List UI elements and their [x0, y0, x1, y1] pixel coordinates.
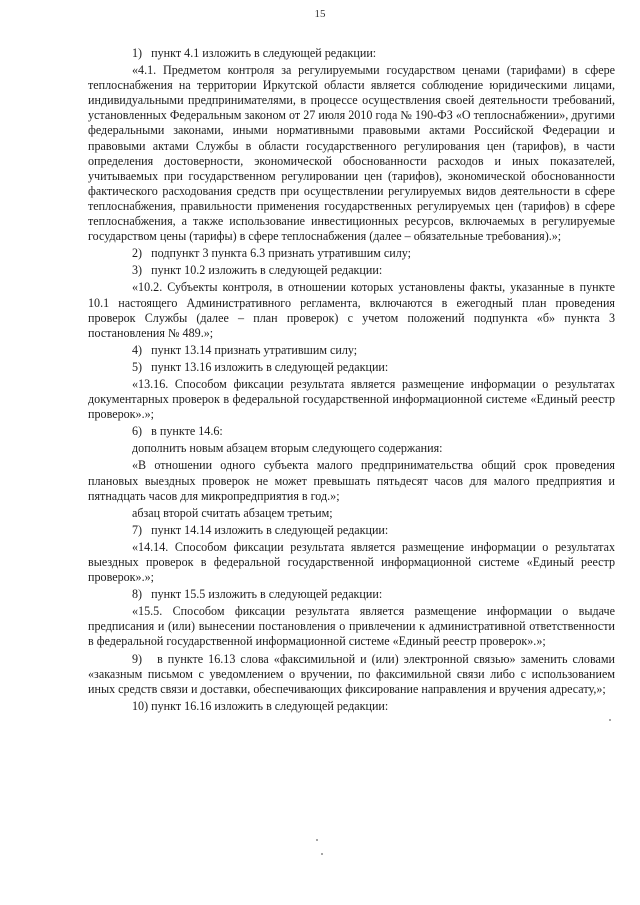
paragraph-item-1: 1) пункт 4.1 изложить в следующей редакции:	[132, 46, 377, 60]
paragraph-item-3: 3) пункт 10.2 изложить в следующей редакции:	[132, 263, 383, 278]
paragraph-item-10: 10) пункт 16.16 изложить в следующей редакции:	[132, 698, 389, 713]
scan-speck	[609, 719, 611, 721]
paragraph-item-7: 7) пункт 14.14 изложить в следующей редакции:	[132, 522, 389, 537]
paragraph-item-6: 6) в пункте 14.6:	[132, 424, 223, 439]
paragraph-item-9: 9) в пункте 16.13 слова «факсимильной и (или) электронной связью» заменить словами «заказным письмом с уведомлением о вручении, по факсимильной связи либо с использованием иных средств связи и доставки, обеспечивающих фиксирование направления и вручения адресату,»;	[88, 651, 615, 696]
paragraph-quote-14-14: «14.14. Способом фиксации результата является размещение информации о результатах выездных проверок в федеральной государственной информационной системе «Единый реестр проверок».»;	[88, 539, 615, 585]
paragraph-quote-15-5: «15.5. Способом фиксации результата является размещение информации о выдаче предписания и (или) вынесении постановления о привлечении к административной ответственности в федеральной государственной информационной системе «Единый реестр проверок».»;	[88, 604, 615, 649]
paragraph-quote-14-6: «В отношении одного субъекта малого предпринимательства общий срок проведения плановых выездных проверок не может превышать пятьдесят часов для малого предприятия и пятнадцать часов для микропредприятия в год.»;	[88, 458, 615, 503]
paragraph-instruction-add: дополнить новым абзацем вторым следующего содержания:	[132, 441, 443, 456]
document-body	[88, 46, 615, 716]
paragraph-item-2: 2) подпункт 3 пункта 6.3 признать утратившим силу;	[132, 246, 411, 261]
paragraph-item-4: 4) пункт 13.14 признать утратившим силу;	[132, 342, 358, 357]
paragraph-quote-13-16: «13.16. Способом фиксации результата является размещение информации о результатах документарных проверок в федеральной государственной информационной системе «Единый реестр проверок».»;	[88, 376, 615, 422]
scan-speck	[321, 853, 323, 855]
scan-speck	[316, 839, 318, 841]
paragraph-item-8: 8) пункт 15.5 изложить в следующей редакции:	[132, 587, 383, 602]
page-number: 15	[314, 8, 326, 20]
paragraph-item-5: 5) пункт 13.16 изложить в следующей редакции:	[132, 359, 389, 374]
paragraph-instruction-renumber: абзац второй считать абзацем третьим;	[132, 505, 333, 520]
paragraph-quote-10-2: «10.2. Субъекты контроля, в отношении которых установлены факты, указанные в пункте 10.1 настоящего Административного регламента, включаются в ежегодный план проведения проверок Службы (далее – план проверок) с учетом положений подпункта «б» пункта 3 постановления № 489.»;	[88, 280, 615, 340]
paragraph-quote-4-1: «4.1. Предметом контроля за регулируемыми государством ценами (тарифами) в сфере теплоснабжения на территории Иркутской области является соблюдение юридическими лицами, индивидуальными предпринимателями, в процессе осуществления своей деятельности требований, установленных Федеральным законом от 27 июля 2010 года № 190-ФЗ «О теплоснабжении», другими федеральными законами, иными нормативными правовыми актами Российской Федерации и правовыми актами Службы в области государственного регулирования цен (тарифов), в части определения достоверности, экономической обоснованности расходов и иных показателей, учитываемых при государственном регулировании цен (тарифов), экономической обоснованности фактического расходования средств при осуществлении регулируемых видов деятельности в сфере теплоснабжения, правильности применения государственных регулируемых цен (тарифов) в сфере теплоснабжения, а также использование инвестиционных ресурсов, включаемых в регулируемые государством цены (тарифы) в сфере теплоснабжения (далее – обязательные требования).»;	[88, 63, 615, 244]
